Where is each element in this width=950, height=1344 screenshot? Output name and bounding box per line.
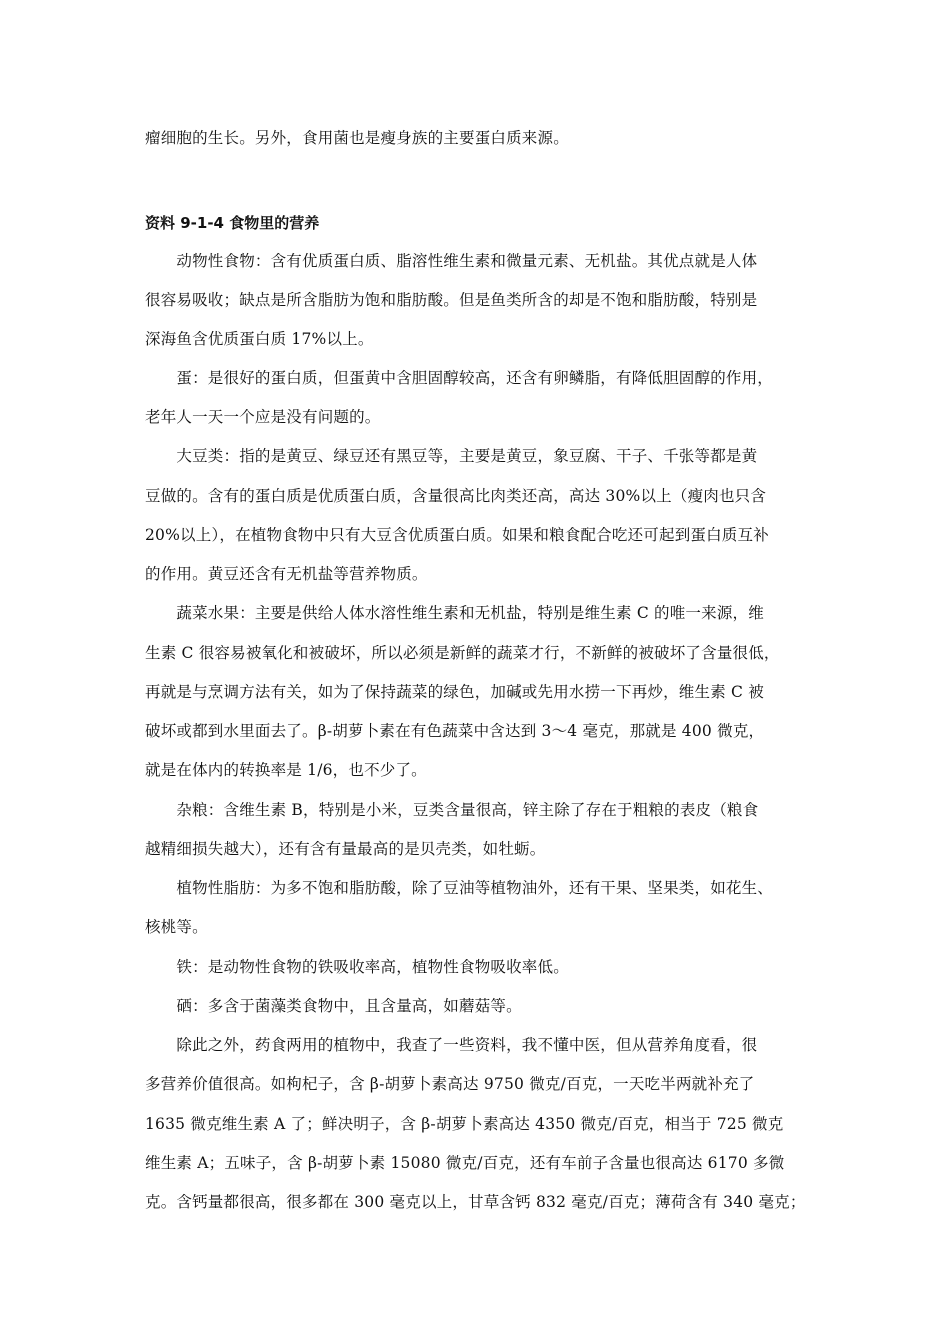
intro-paragraph-line: 瘤细胞的生长。另外，食用菌也是瘦身族的主要蛋白质来源。 — [145, 129, 569, 147]
body-text-line: 硒：多含于菌藻类食物中，且含量高，如蘑菇等。 — [145, 997, 522, 1015]
body-text-line: 动物性食物：含有优质蛋白质、脂溶性维生素和微量元素、无机盐。其优点就是人体 — [145, 252, 758, 270]
body-text-line: 核桃等。 — [145, 918, 208, 936]
body-text-line: 蔬菜水果：主要是供给人体水溶性维生素和无机盐，特别是维生素 C 的唯一来源，维 — [145, 604, 764, 622]
body-text-line: 再就是与烹调方法有关，如为了保持蔬菜的绿色，加碱或先用水捞一下再炒，维生素 C 被 — [145, 683, 764, 701]
body-text-line: 杂粮：含维生素 B，特别是小米，豆类含量很高，锌主除了存在于粗粮的表皮（粮食 — [145, 801, 759, 819]
body-text-line: 的作用。黄豆还含有无机盐等营养物质。 — [145, 565, 428, 583]
body-text-line: 20%以上），在植物食物中只有大豆含优质蛋白质。如果和粮食配合吃还可起到蛋白质互补 — [145, 526, 769, 544]
body-text-line: 豆做的。含有的蛋白质是优质蛋白质，含量很高比肉类还高，高达 30%以上（瘦肉也只含 — [145, 487, 767, 505]
body-text-line: 越精细损失越大），还有含有量最高的是贝壳类，如牡蛎。 — [145, 840, 546, 858]
body-text-line: 生素 C 很容易被氧化和被破坏，所以必须是新鲜的蔬菜才行，不新鲜的被破坏了含量很低， — [145, 644, 780, 662]
body-text-line: 维生素 A；五味子，含 β-胡萝卜素 15080 微克/百克，还有车前子含量也很高达 6170 多微 — [145, 1154, 785, 1172]
body-text-line: 老年人一天一个应是没有问题的。 — [145, 408, 381, 426]
body-text-line: 克。含钙量都很高，很多都在 300 毫克以上，甘草含钙 832 毫克/百克；薄荷含有 340 毫克； — [145, 1193, 806, 1211]
body-text-line: 铁：是动物性食物的铁吸收率高，植物性食物吸收率低。 — [145, 958, 569, 976]
body-text-line: 破坏或都到水里面去了。β-胡萝卜素在有色蔬菜中含达到 3～4 毫克，那就是 400 微克， — [145, 722, 765, 740]
body-text-line: 深海鱼含优质蛋白质 17%以上。 — [145, 330, 374, 348]
body-text-line: 大豆类：指的是黄豆、绿豆还有黑豆等，主要是黄豆，象豆腐、干子、千张等都是黄 — [145, 447, 758, 465]
body-text-line: 1635 微克维生素 A 了；鲜决明子，含 β-胡萝卜素高达 4350 微克/百克，相当于 725 微克 — [145, 1115, 784, 1133]
body-text-line: 很容易吸收；缺点是所含脂肪为饱和脂肪酸。但是鱼类所含的却是不饱和脂肪酸，特别是 — [145, 291, 758, 309]
body-text-line: 蛋：是很好的蛋白质，但蛋黄中含胆固醇较高，还含有卵鳞脂，有降低胆固醇的作用， — [145, 369, 774, 387]
body-text-line: 就是在体内的转换率是 1/6，也不少了。 — [145, 761, 427, 779]
body-text-line: 植物性脂肪：为多不饱和脂肪酸，除了豆油等植物油外，还有干果、坚果类，如花生、 — [145, 879, 774, 897]
body-text-line: 多营养价值很高。如枸杞子，含 β-胡萝卜素高达 9750 微克/百克，一天吃半两就补充了 — [145, 1075, 755, 1093]
section-heading: 资料 9-1-4 食物里的营养 — [145, 214, 320, 232]
body-text-line: 除此之外，药食两用的植物中，我查了一些资料，我不懂中医，但从营养角度看，很 — [145, 1036, 758, 1054]
